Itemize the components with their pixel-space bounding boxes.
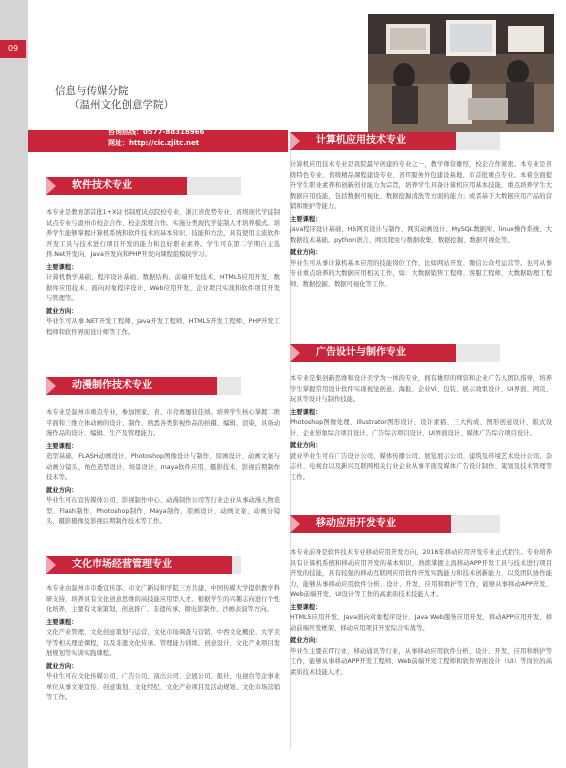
courses-label: 主要课程： [290,408,322,416]
jobs-label: 就业方向： [290,442,322,449]
contact-phone: 咨询热线：0577-88318966 [108,128,205,136]
courses-text: 计算机数学基础、程序设计基础、数据结构、前端开发技术、HTML5应用开发、数据库应用技术、面向对象程序设计、Web应用开发、企业项目实战和软件项目开发与管理等。 [46,274,280,302]
jobs-label: 就业方向： [290,637,322,644]
jobs-label: 就业方向： [46,486,78,494]
jobs-label: 就业方向： [290,249,322,256]
institute-subname: （温州文化创意学院） [69,99,174,111]
courses-text: Photoshop图像处理、Illustrator图形设计、设计素描、三大构成、图形创意设计、版式设计、企业形象综合项目设计、广告综合项目设计、UI界面设计、媒体广告综合项目设计。 [290,419,552,437]
jobs-text: 毕业生可从事计算机基本应用的技能岗位工作，比如网站开发、微信公众号运营等。也可从事专业重点培养的大数据应用相关工作，如：大数据销售工程师、客服工程师、大数据助理工程师、数据挖掘、数据可视化等工作。 [290,259,552,288]
section-intro: 本专业是集创新思维和设计美学为一体的专业，拥有雄厚的师资和企业广告人团队指导，培养学生掌握常用设计软件实现视觉创意、海报、企业VI、包装、展示效果设计、UI界面、网页、玩具等设计与制作技能。 [290,375,552,403]
section-banner-advertising [290,344,456,362]
banner-arrow-icon [290,132,300,150]
section-banner-mobile [290,515,451,533]
courses-label: 主要课程： [46,618,78,626]
jobs-text: 毕业生可在宣传媒体公司、影视制作中心、动漫制作公司等行业企业从事动漫人物造型、Flash制作、Photoshop制作、Maya制作、原画设计、动画文案、动画分镜头、摄影摄像及影视后期制作技术等工作。 [46,497,280,525]
section-body-animation [46,408,280,528]
section-title: 文化市场经营管理专业 [72,559,172,570]
section-title: 动漫制作技术专业 [72,380,152,391]
jobs-text: 毕业生可在文化传媒公司、广告公司、演出公司、会展公司、报社、电视台等企事业单位从事文案宣传、创意策划、文化经纪、文化产业项目及活动规划、文化市场营销等工作。 [46,673,280,701]
section-body-advertising [290,374,552,483]
jobs-text: 毕业生可从事.NET开发工程师、Java开发工程师、HTML5开发工程师、PHP开发工程师和软件界面设计师等工作。 [46,318,280,336]
section-intro: 本专业是温州市重点专业，参加国家、省、市竞赛屡获佳绩。培养学生核心掌握二维平面和三维立体动画的设计、制作、熟悉各类影视作品的拍摄、编辑、渲染，具备动漫作品的设计、编辑、生产及管理能力。 [46,409,280,437]
classroom-photo [368,14,554,132]
institute-name: 信息与传媒分院 [55,85,129,97]
section-intro: 计算机应用技术专业是我院最早创建的专业之一，教学师资雄厚，校企合作紧密。本专业是省级特色专业、省级精品课程建设专业、省IT服务外包建设基地、市首批重点专业。本着全面提升学生职业素养和创新创业能力为宗旨，培养学生具备计算机应用基本技能，重点培养学生大数据应用技能，包括数据可视化、数据挖掘清洗等方面的能力；或者基于大数据应用产品的营销和维护等能力。 [290,161,552,210]
institute-title [55,84,174,112]
section-banner-culture [46,556,232,574]
banner-arrow-icon [46,556,56,574]
courses-text: 造型基础、FLASH动画设计、Photoshop图像设计与制作、原画设计、动画文案与动画分镜头、角色造型设计、场景设计、maya软件应用、摄影技术、影视后期制作技术等。 [46,453,280,481]
jobs-text: 就业毕业生可在广告设计公司、媒体传播公司、展览展示公司、建筑及环境艺术设计公司、杂志社、电视台以及新兴互联网相关行业企业从事平面及媒体广告设计制作、策划及技术管理等工作。 [290,452,552,481]
courses-label: 主要课程： [46,263,78,271]
section-body-software [46,208,280,338]
courses-label: 主要课程： [290,215,322,223]
banner-arrow-icon [46,377,56,395]
courses-text: java程序设计基础、H5网页设计与制作、网页动画设计、MySQL数据库、linux操作系统、大数据技术基础、python语言、网页爬虫与数据收集、数据挖掘、数据可视化等。 [290,226,552,244]
jobs-text: 毕业生主要在IT行业、移动通讯等行业，从事移动应用软件分析、设计、开发、应用和维护等工作，能够从事移动APP开发工程师、Web前端开发工程师和软件界面设计（UI）等岗位的高素质技术技能人才。 [290,647,552,676]
section-title: 计算机应用技术专业 [316,135,406,146]
contact-website[interactable]: 网址：http://cic.zjitc.net [108,139,200,147]
banner-arrow-icon [290,515,300,533]
jobs-label: 就业方向： [46,307,78,315]
courses-label: 主要课程： [290,603,322,611]
section-intro: 本专业是教育部首批1+X证书制度试点院校专业、浙江省优势专业、省级现代学徒制试点专业与温州市校企合作、校企深度合作。实施分类现代学徒制人才培养模式。培养学生能够掌握计算机系统和软件技术的基本知识、技能和方法，具有使用主流软件开发工具与技术进行项目开发的能力和良好职业素养。学生可在第二学期自主选择.Net开发向、Java开发向和PHP开发向课程组模块学习。 [46,209,280,258]
courses-label: 主要课程： [46,442,78,450]
section-banner-computer [290,132,456,150]
banner-arrow-icon [290,344,300,362]
section-intro: 本专业由温州市市委宣传部、市文广新局和学院三方共建，中国传媒大学提供教学科研支持，培养具有文化创意思维的高技能应用型人才。根据学生的兴趣志向进行个性化培养，主要有文案策划、创意推广、非遗传承、微电影制作、沙画表演等方向。 [46,585,280,613]
banner-arrow-icon [46,177,56,195]
page-number: 09 [0,40,26,58]
side-rail [0,0,28,768]
jobs-label: 就业方向： [46,662,78,670]
section-banner-software [46,177,187,195]
courses-text: 文化产业管理、文化创意策划与运营、文化市场调查与营销、中西文化概论、大学美学等相关理论课程，以及非遗文化传承、管理能力训练、创意设计、文化产业项目发展规划等实训实践课程。 [46,629,280,657]
contact-info [108,127,204,149]
section-title: 移动应用开发专业 [316,518,396,529]
section-banner-animation [46,377,217,395]
section-title: 广告设计与制作专业 [316,347,406,358]
section-body-mobile [290,548,552,678]
section-intro: 本专业前身是软件技术专业移动应用开发方向，2016年移动应用开发专业正式招生。专业培养具有计算机系统和移动应用开发的基本知识，熟练掌握主流移动APP开发工具与技术进行项目开发的技能，具有较强的移动互联网应用软件开发实践能力和技术创新能力，以及团队协作能力，能够从事移动应用软件分析、设计、开发、应用和维护等工作，能够从事移动APP开发、Web前端开发、UI设计等工作的高素质技术技能人才。 [290,549,552,598]
section-body-culture [46,584,280,704]
section-title: 软件技术专业 [72,180,132,191]
courses-text: HTML5应用开发、Java面向对象程序设计、Java Web服务应用开发、移动APP应用开发、移动前端开发框架、移动应用项目开发综合实战等。 [290,614,552,632]
section-body-computer [290,160,552,290]
